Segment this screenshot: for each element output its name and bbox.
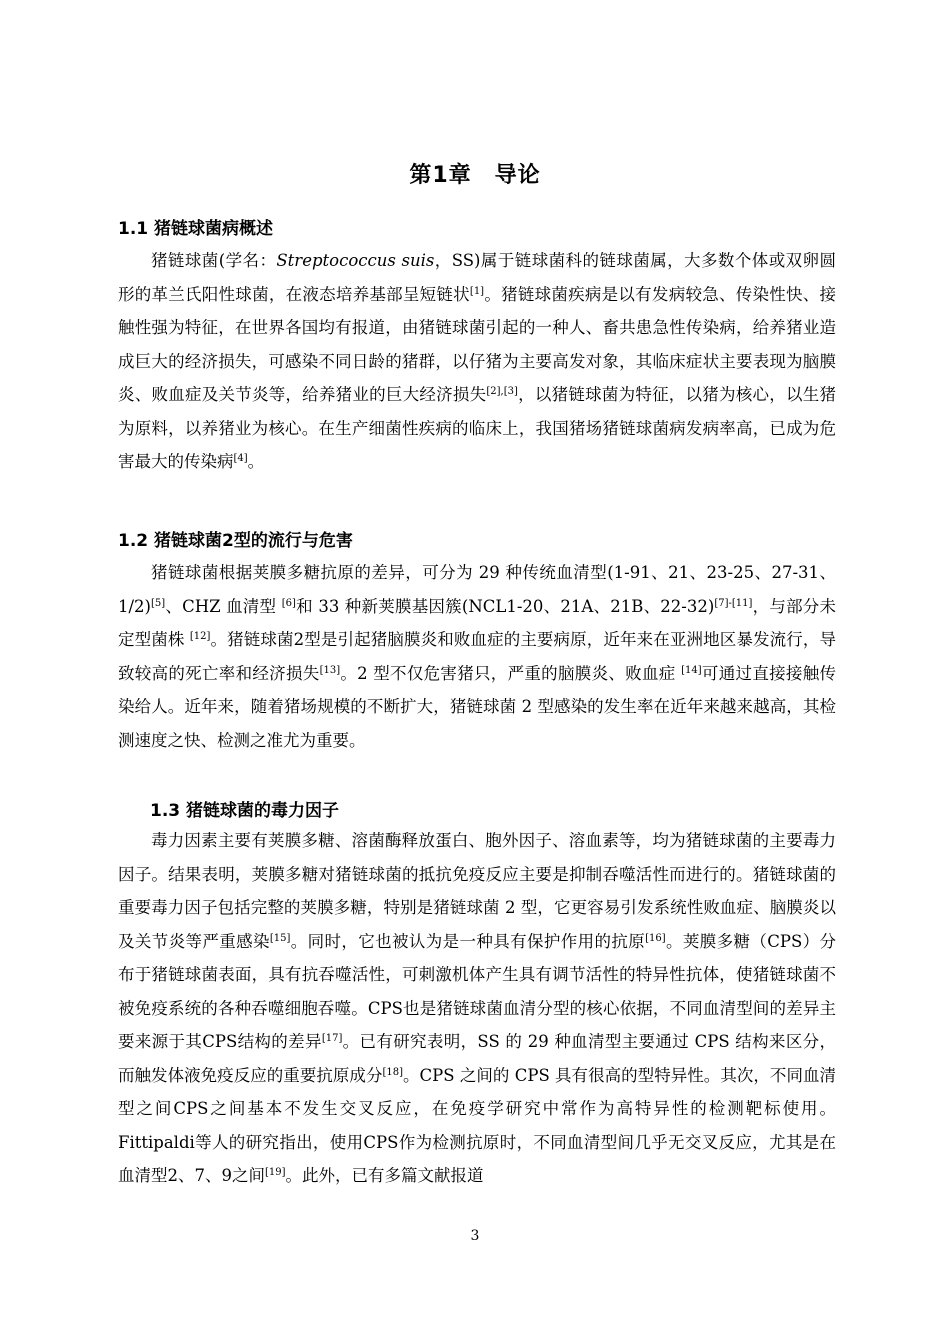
body-text: 可通过直接接触传染给人。近年来，随着猪场规模的不断扩大，猪链球菌 2 型感染的发生率在近年来越来越高，其检测速度之快、检测之准尤为重要。 <box>118 663 837 750</box>
italic-term: Streptococcus suis <box>276 251 435 270</box>
body-text: ，与部分未定型菌株 <box>118 596 837 649</box>
citation-ref: [5] <box>151 597 166 609</box>
body-text: 。已有研究表明，SS 的 29 种血清型主要通过 CPS 结构来区分，而触发体液免疫反应的重要抗原成分 <box>118 1032 837 1085</box>
body-text: 。荚膜多糖（CPS）分布于猪链球菌表面，具有抗吞噬活性，可刺激机体产生具有调节活性的特异性抗体，使猪链球菌不被免疫系统的各种吞噬细胞吞噬。CPS也是猪链球菌血清分型的核心依据，不同血清型间的差异主要来源于其CPS结构的差异 <box>118 931 837 1051</box>
body-text: 。同时，它也被认为是一种具有保护作用的抗原 <box>290 931 646 951</box>
citation-ref: [15] <box>269 932 291 944</box>
body-text: 。猪链球菌疾病是以有发病较急、传染性快、接触性强为特征，在世界各国均有报道，由猪链球菌引起的一种人、畜共患急性传染病，给养猪业造成巨大的经济损失，可感染不同日龄的猪群，以仔猪为主要高发对象，其临床症状主要表现为脑膜炎、败血症及关节炎等，给养猪业的巨大经济损失 <box>118 284 837 404</box>
citation-ref: [17] <box>321 1033 343 1044</box>
body-text: 。此外，已有多篇文献报道 <box>285 1166 484 1185</box>
section-1-2-paragraph <box>118 556 836 757</box>
body-text: 猪链球菌(学名： <box>151 251 277 270</box>
body-text: ，以猪链球菌为特征，以猪为核心，以生猪为原料，以养猪业为核心。在生产细菌性疾病的临床上，我国猪场猪链球菌病发病率高，已成为危害最大的传染病 <box>118 385 837 471</box>
citation-ref: [1] <box>469 285 485 297</box>
body-text: 和 33 种新荚膜基因簇(NCL1-20、21A、21B、22-32) <box>295 596 715 616</box>
section-1-1-paragraph <box>118 244 836 479</box>
body-text: 。猪链球菌2型是引起猪脑膜炎和败血症的主要病原，近年来在亚洲地区暴发流行，导致较高的死亡率和经济损失 <box>118 630 837 683</box>
body-text: 、CHZ 血清型 <box>165 596 282 616</box>
section-1-3-paragraph <box>118 824 836 1193</box>
citation-ref: [6] <box>281 597 296 609</box>
body-text: 猪链球菌根据荚膜多糖抗原的差异，可分为 29 种传统血清型(1-91、21、23-25、27-31、1/2) <box>118 563 836 616</box>
page-number: 3 <box>470 1228 480 1244</box>
body-text: 。CPS 之间的 CPS 具有很高的型特异性。其次，不同血清型之间CPS之间基本不发生交叉反应，在免疫学研究中常作为高特异性的检测靶标使用。Fittipaldi等人的研究指出，使用CPS作为检测抗原时，不同血清型间几乎无交叉反应，尤其是在血清型2、7、9之间 <box>118 1065 836 1185</box>
citation-ref: [12] <box>189 631 211 642</box>
body-text: 。2 型不仅危害猪只，严重的脑膜炎、败血症 <box>340 663 682 683</box>
citation-ref: [2],[3] <box>486 386 518 397</box>
citation-ref: [14] <box>681 664 702 676</box>
citation-ref: [13] <box>319 664 341 676</box>
citation-ref: [4] <box>233 453 248 464</box>
section-heading-1-3: 1.3 猪链球菌的毒力因子 <box>150 801 340 821</box>
citation-ref: [7]-[11] <box>714 597 753 609</box>
citation-ref: [16] <box>645 932 666 944</box>
citation-ref: [18] <box>382 1066 403 1078</box>
section-heading-1-2: 1.2 猪链球菌2型的流行与危害 <box>118 531 353 551</box>
body-text: 。 <box>247 452 265 471</box>
citation-ref: [19] <box>265 1167 286 1178</box>
body-text: ，SS)属于链球菌科的链球菌属，大多数个体或双卵圆形的革兰氏阳性球菌，在液态培养基部呈短链状 <box>118 251 836 304</box>
chapter-title: 第1章 导论 <box>409 163 541 188</box>
body-text: 毒力因素主要有荚膜多糖、溶菌酶释放蛋白、胞外因子、溶血素等，均为猪链球菌的主要毒力因子。结果表明，荚膜多糖对猪链球菌的抵抗免疫反应主要是抑制吞噬活性而进行的。猪链球菌的重要毒力因子包括完整的荚膜多糖，特别是猪链球菌 2 型，它更容易引发系统性败血症、脑膜炎以及关节炎等严重感染 <box>118 831 836 951</box>
section-heading-1-1: 1.1 猪链球菌病概述 <box>118 219 274 239</box>
